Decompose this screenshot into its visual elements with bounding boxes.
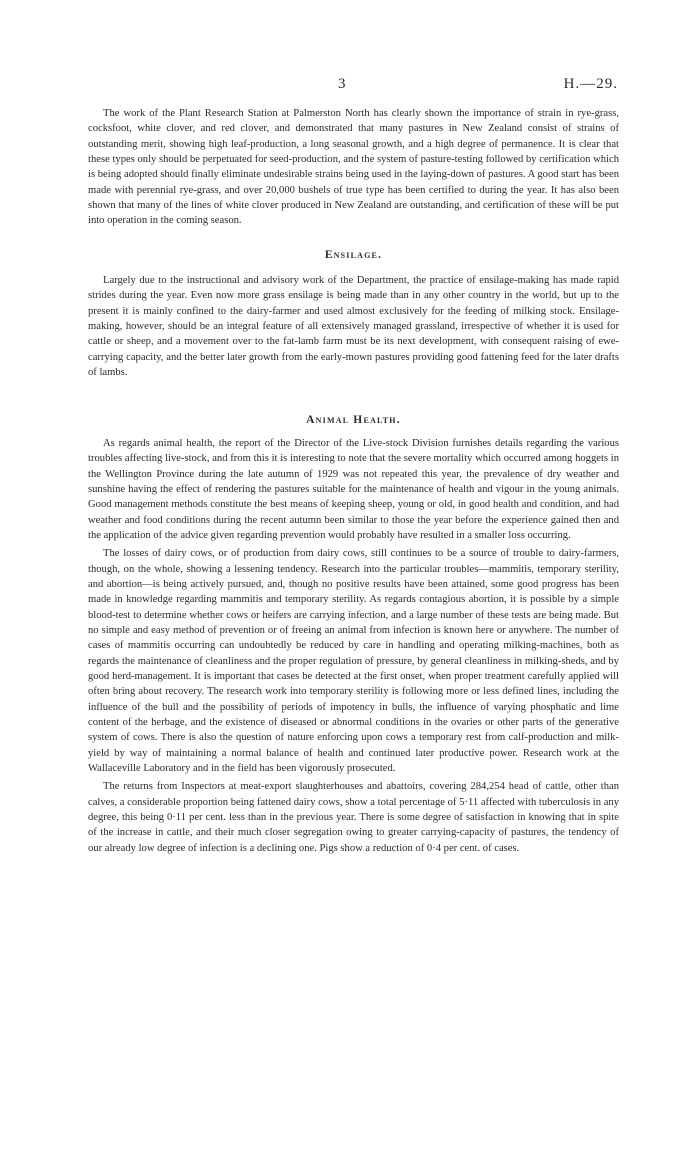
- animal-health-paragraph-3: The returns from Inspectors at meat-export slaughterhouses and abattoirs, covering 284,254 head of cattle, other than calves, a considerable proportion being fattened dairy cows, show a total percentage of 5·11 affected with tuberculosis in any degree, this being 0·11 per cent. less than in the previous year. There is some degree of satisfaction in knowing that in spite of the increase in cattle, and their much closer segregation owing to greater carrying-capacity of pastures, the tendency of our already low degree of infection is a declining one. Pigs show a reduction of 0·4 per cent. of cases.: [88, 781, 619, 854]
- ensilage-paragraph: Largely due to the instructional and advisory work of the Department, the practice of ensilage-making has made rapid strides during the year. Even now more grass ensilage is being made than in any other country in the world, but up to the present it is mainly confined to the dairy-farmer and used almost exclusively for the feeding of milking stock. Ensilage-making, however, should be an integral feature of all extensively managed grassland, irrespective of whether it is used for cattle or sheep, and a movement over to the fat-lamb farm must be its next development, with consequent raising of ewe-carrying capacity, and the better later growth from the early-mown pastures providing good fattening feed for the later drafts of lambs.: [88, 275, 619, 379]
- animal-health-heading: Animal Health.: [306, 413, 401, 426]
- body-text: [88, 106, 619, 856]
- page-header: [0, 76, 700, 96]
- animal-health-paragraph-2: The losses of dairy cows, or of production from dairy cows, still continues to be a source of trouble to dairy-farmers, though, on the whole, showing a lessening tendency. Research into the particular troubles—mammitis, temporary sterility, and abortion—is being actively pursued, and, though no positive results have been attained, some good progress has been made in knowledge regarding mammitis and temporary sterility. As regards contagious abortion, it is possible by a simple blood-test to determine whether cows or heifers are carrying infection, and a large number of these tests are being made. But no simple and easy method of prevention or of freeing an animal from infection is known here or anywhere. The number of cases of mammitis occurring can undoubtedly be reduced by care in handling and operating milking-machines, both as regards the maintenance of cleanliness and the proper regulation of pressure, by general cleanliness in milking-sheds, and by good herd-management. It is important that cases be detected at the first onset, when proper treatment carefully applied will often bring about recovery. The research work into temporary sterility is following more or less defined lines, including the influence of the bull and the possibility of periods of impotency in bulls, the influence of varying phosphatic and lime content of the herbage, and the existence of diseased or abnormal conditions in the ovaries or other parts of the generative system of cows. There is also the question of nature enforcing upon cows a temporary rest from calf-production and milk-yield by way of maintaining a normal balance of health and continued later productive power. Research work at the Wallaceville Laboratory and in the field has been vigorously prosecuted.: [88, 548, 619, 775]
- plant-research-paragraph: The work of the Plant Research Station at Palmerston North has clearly shown the importance of strain in rye-grass, cocksfoot, white clover, and red clover, and demonstrated that many pastures in New Zealand consist of strains of outstanding merit, showing high leaf-production, a long seasonal growth, and a high degree of permanence. It is clear that these types only should be perpetuated for seed-production, and the system of pasture-testing followed by certification which is being adopted should finally eliminate undesirable strains being used in the laying-down of pastures. A good start has been made with perennial rye-grass, and over 20,000 bushels of true type has been certified to during the year. It has also been shown that many of the lines of white clover produced in New Zealand are outstanding, and certification of these will be put into operation in the coming season.: [88, 108, 619, 227]
- page-number: 3: [338, 76, 346, 92]
- document-reference: H.—29.: [563, 76, 618, 92]
- animal-health-paragraph-1: As regards animal health, the report of the Director of the Live-stock Division furnishes details regarding the various troubles affecting live-stock, and from this it is interesting to note that the severe mortality which occurred among hoggets in the Wellington Province during the late autumn of 1929 was not repeated this year, the prevalence of dry weather and sunshine having the effect of rendering the pastures suitable for the maintenance of health and vigour in the young animals. Good management methods constitute the best means of keeping sheep, young or old, in good health and condition, and had weather and food conditions during the recent autumn been similar to those the year before the experience gained then and the application of the advice given regarding prevention would probably have resulted in a smaller loss occurring.: [88, 437, 619, 541]
- ensilage-heading: Ensilage.: [324, 248, 383, 261]
